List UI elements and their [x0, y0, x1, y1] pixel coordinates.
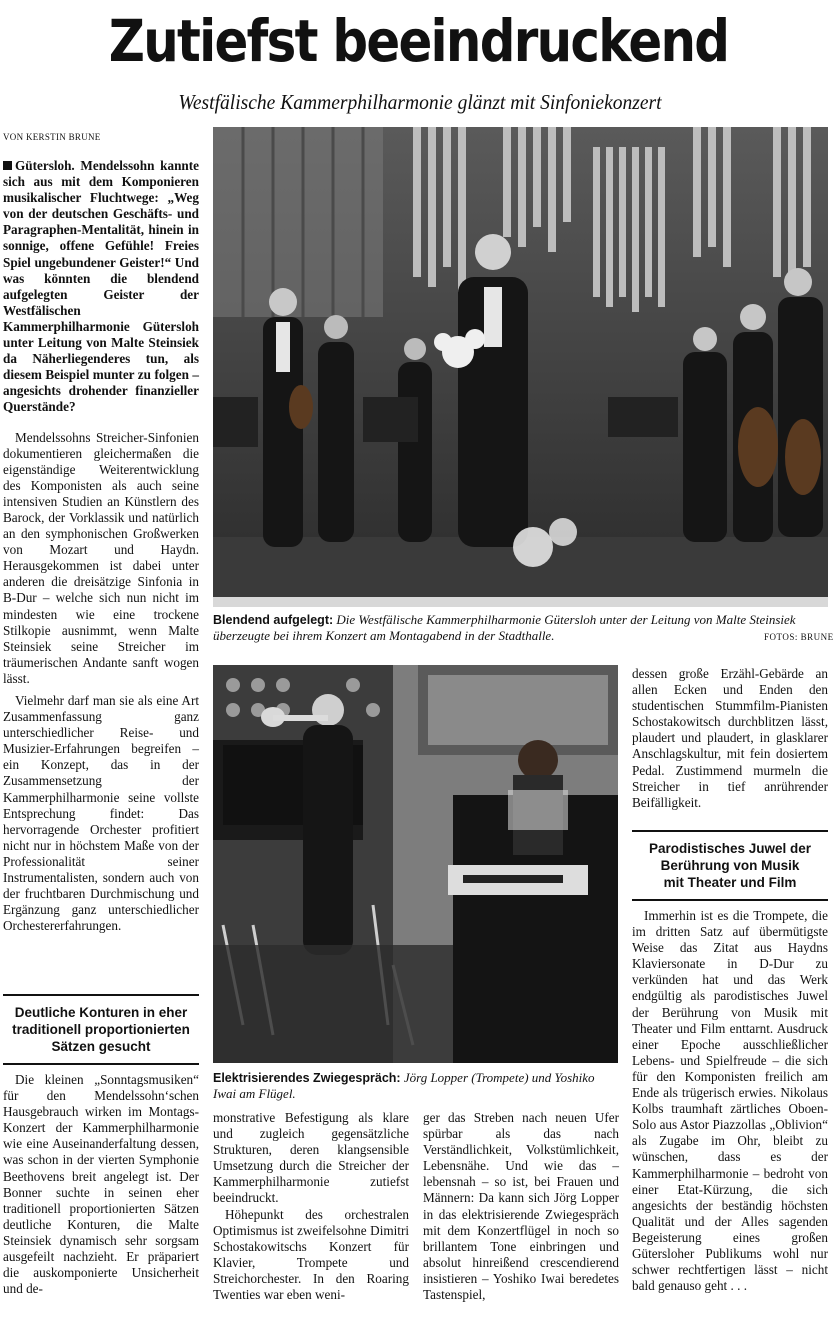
right-column-top	[632, 666, 828, 826]
subtitle: Westfälische Kammerphilharmonie glänzt mit Sinfoniekonzert	[178, 90, 662, 114]
third-column	[423, 1110, 619, 1322]
orchestra-photo	[213, 127, 828, 607]
subhead-juwel: Parodistisches Juwel der Berührung von Musik mit Theater und Film	[632, 830, 828, 901]
subhead-konturen: Deutliche Konturen in eher traditionell proportionierten Sätzen gesucht	[3, 994, 199, 1065]
left-column-top	[3, 158, 199, 988]
paragraph-marker-icon	[3, 161, 12, 170]
caption-text: Jörg Lopper (Trompete) und Yoshiko Iwai am Flügel.	[213, 1070, 595, 1101]
body-paragraph: Immerhin ist es die Trompete, die im dritten Satz auf übermütigste Weise das Zitat aus Haydns Klaviersonate in D-Dur zu verkünden hat und das Werk endgültig als parodistisches Juwel der Berührung von Musik mit Theater und Film enttarnt. Ausdruck einer Epoche ausschließlicher Lebens- und Spielfreude – die sich für den Komponisten freilich am Ende als trügerisch erwies. Nikolaus Kolbs traumhaft zärtliches Oboen-Solo aus Astor Piazzollas „Oblivion“ als Zugabe im Ohr, bleibt zu wünschen, dass es der Kammerphilharmonie – bedroht von einer Etat-Kürzung, die sich angesichts der beständig höchsten Qualität und der Alles sagenden Begeisterung eines großen Gütersloher Publikums wohl nur schwer rechtfertigen lässt – nicht bald genauso geht . . .	[632, 908, 828, 1294]
body-paragraph: ger das Streben nach neuen Ufer spürbar als das nach Verständlichkeit, Volkstümlichkeit, Lebensnähe. Und wie das – lebensnah – so ist, bei Frauen und Männern: Da kann sich Jörg Lopper in das elektrisierende Zwiegespräch mit dem Konzertflügel in noch so brillantem Tone einbringen und absolut hinreißend crescendierend insistieren – Yoshiko Iwai beredetes Tastenspiel,	[423, 1110, 619, 1303]
body-paragraph: Mendelssohns Streicher-Sinfonien dokumentieren gleichermaßen die eigenständige Weiterentwicklung des Komponisten als auch seine intensiven Studien an Künstlern des Barock, der Vorklassik und natürlich an den symphonischen Großwerken von Mozart und Haydn. Herausgekommen ist dabei unter anderen die dreisätzige Sinfonia in B-Dur – welche sich nun nicht im mindesten wie eine trockene Stilkopie ausnimmt, wenn Malte Steinsiek seine Streicher im träumerischen Andante sanft wogen lässt.	[3, 429, 199, 686]
byline: VON KERSTIN BRUNE	[3, 132, 101, 142]
caption-label: Blendend aufgelegt:	[213, 613, 334, 627]
body-paragraph: Die kleinen „Sonntagsmusiken“ für den Mendelssohn‘schen Hausgebrauch wirken im Montags-Konzert der Kammerphilharmonie wie eine Auseinanderfaltung dessen, was schon in der vierten Symphonie Beethovens breit angelegt ist. Der Bonner suchte in seinen eher traditionell proportionierten Sätzen deutliche Konturen, die Malte Steinsiek dynamisch sehr sorgsam ausgefeilt nachzieht. Er präpariert die auskomponierte Unsicherheit und de-	[3, 1072, 199, 1297]
top-photo-caption	[213, 612, 825, 644]
caption-text: Die Westfälische Kammerphilharmonie Gütersloh unter der Leitung von Malte Steinsiek überzeugte bei ihrem Konzert am Montagabend in der Stadthalle.	[213, 612, 796, 643]
middle-column	[213, 1110, 409, 1322]
right-column-bottom	[632, 908, 828, 1322]
body-paragraph: dessen große Erzähl-Gebärde an allen Ecken und Enden den studentischen Stummfilm-Pianisten Schostakowitsch durchblitzen lässt, plaudert und plaudert, in glasklarer Anschlagskultur, mit fein dosiertem Pedal. Zustimmend murmeln die Streicher in tief anrührender Beifälligkeit.	[632, 666, 828, 810]
body-paragraph: monstrative Befestigung als klare und zugleich gegensätzliche Strukturen, deren klangsensible Umsetzung durch die Streicher der Kammerphilharmonie zutiefst beeindruckt.	[213, 1110, 409, 1206]
body-paragraph: Vielmehr darf man sie als eine Art Zusammenfassung ganz unterschiedlicher Reise- und Musizier-Erfahrungen begreifen – ein Konzept, das in der Zusammensetzung der Kammerphilharmonie seine vollste Entsprechung findet: Das hervorragende Orchester profitiert nicht nur in höchstem Maße von der Professionalität seiner Instrumentalisten, sondern auch von der fruchtbaren Durchmischung und Ergänzung ganz unterschiedlicher Orchestererfahrungen.	[3, 693, 199, 934]
trumpet-piano-photo	[213, 665, 618, 1063]
caption-label: Elektrisierendes Zwiegespräch:	[213, 1071, 401, 1085]
trumpet-piano-photo-image	[213, 665, 618, 1063]
bottom-photo-caption	[213, 1070, 618, 1102]
lead-paragraph: Gütersloh. Mendelssohn kannte sich aus mit dem Komponieren musikalischer Fluchtwege: „Weg von der deutschen Geschäfts- und Paragraphen-Mentalität, hinein in sonnige, offene Gefühle! Freies Spiel ungebundener Geister!“ Und was könnten die blendend aufgelegten Geister der Westfälischen Kammerphilharmonie Gütersloh unter Leitung von Malte Steinsiek da Näherliegenderes tun, als diesem Beispiel munter zu folgen – angesichts drohender finanzieller Querstände?	[3, 158, 199, 415]
headline: Zutiefst beeindruckend	[108, 7, 729, 75]
body-paragraph: Höhepunkt des orchestralen Optimismus ist zweifelsohne Dimitri Schostakowitschs Konzert für Klavier, Trompete und Streichorchester. In den Roaring Twenties war eben weni-	[213, 1206, 409, 1303]
photo-credit: FOTOS: BRUNE	[764, 632, 834, 642]
orchestra-photo-image	[213, 127, 828, 607]
left-column-bottom	[3, 1072, 199, 1322]
